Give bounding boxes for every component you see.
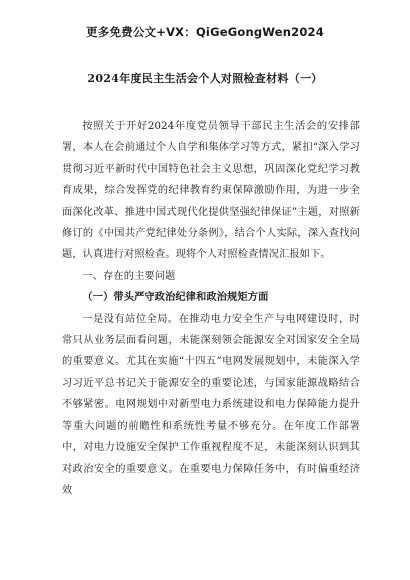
section-heading: 一、存在的主要问题 (82, 270, 176, 282)
document-body (62, 116, 360, 501)
subsection-heading: （一）带头严守政治纪律和政治规矩方面 (82, 291, 269, 304)
promo-header: 更多免费公文+VX：QiGeGongWen2024 (86, 25, 324, 39)
body-paragraph: 一是没有站位全局。在推动电力安全生产与电网建设时，时常只从业务层面看问题，未能深刻领会能源安全对国家安全全局的重要意义。尤其在实施“十四五”电网发展规划中，未能深入学习习近平总书记关于能源安全的重要论述，与国家能源战略结合不够紧密。电网规划中对新型电力系统建设和电力保障能力提升等重大问题的前瞻性和系统性考量不够充分。在年度工作部署中，对电力设施安全保护工作重视程度不足，未能深刻认识到其对政治安全的重要意义。在重要电力保障任务中，有时偏重经济效 (62, 313, 360, 496)
intro-paragraph: 按照关于开好2024年度党员领导干部民主生活会的安排部署，本人在会前通过个人自学和集体学习等方式，紧扣“深入学习贯彻习近平新时代中国特色社会主义思想，巩固深化党纪学习教育成果，综合发挥党的纪律教育约束保障激励作用，为进一步全面深化改革、推进中国式现代化提供坚强纪律保证”主题，对照新修订的《中国共产党纪律处分条例》，结合个人实际，深入查找问题，认真进行对照检查。现将个人对照检查情况汇报如下。 (62, 121, 360, 261)
document-title: 2024年度民主生活会个人对照检查材料（一） (87, 72, 323, 85)
